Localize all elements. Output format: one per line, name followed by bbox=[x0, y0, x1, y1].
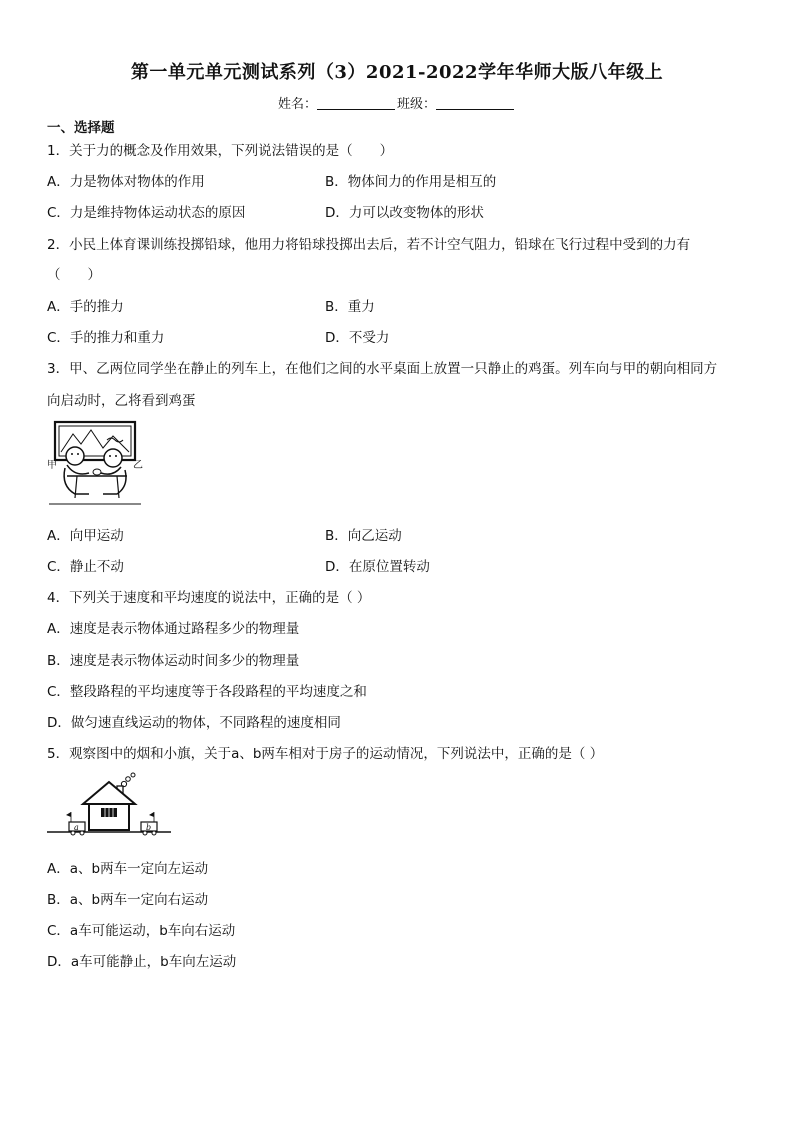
figure-label-b: b bbox=[146, 823, 152, 832]
question-1-stem: 1．关于力的概念及作用效果，下列说法错误的是（ ） bbox=[47, 143, 394, 159]
question-5-option-a[interactable]: A．a、b两车一定向左运动 bbox=[47, 861, 209, 877]
question-3-option-c[interactable]: C．静止不动 bbox=[47, 559, 124, 575]
student-info-line bbox=[0, 93, 794, 112]
question-1-option-d[interactable]: D．力可以改变物体的形状 bbox=[325, 205, 484, 221]
question-1-option-c[interactable]: C．力是维持物体运动状态的原因 bbox=[47, 205, 246, 221]
house-cars-figure bbox=[47, 770, 173, 842]
train-passengers-figure bbox=[47, 418, 143, 510]
figure-label-a: a bbox=[74, 823, 79, 832]
question-5-stem: 5．观察图中的烟和小旗，关于a、b两车相对于房子的运动情况，下列说法中，正确的是（ ） bbox=[47, 746, 604, 762]
question-4-option-d[interactable]: D．做匀速直线运动的物体，不同路程的速度相同 bbox=[47, 715, 341, 731]
question-2-option-a[interactable]: A．手的推力 bbox=[47, 299, 124, 315]
question-4-option-a[interactable]: A．速度是表示物体通过路程多少的物理量 bbox=[47, 621, 300, 637]
question-4-option-b[interactable]: B．速度是表示物体运动时间多少的物理量 bbox=[47, 653, 300, 669]
question-2-stem-cont: （ ） bbox=[47, 267, 101, 283]
figure-label-jia: 甲 bbox=[47, 460, 57, 471]
question-3-option-d[interactable]: D．在原位置转动 bbox=[325, 559, 430, 575]
question-1-option-a[interactable]: A．力是物体对物体的作用 bbox=[47, 174, 205, 190]
question-5-option-b[interactable]: B．a、b两车一定向右运动 bbox=[47, 892, 209, 908]
question-2-option-d[interactable]: D．不受力 bbox=[325, 330, 390, 346]
question-3-stem: 3．甲、乙两位同学坐在静止的列车上，在他们之间的水平桌面上放置一只静止的鸡蛋。列车向与甲的朝向相同方 bbox=[47, 361, 718, 377]
question-3-option-a[interactable]: A．向甲运动 bbox=[47, 528, 124, 544]
section-title: 一、选择题 bbox=[47, 120, 115, 136]
figure-label-yi: 乙 bbox=[133, 460, 143, 471]
question-3-option-b[interactable]: B．向乙运动 bbox=[325, 528, 402, 544]
question-2-option-b[interactable]: B．重力 bbox=[325, 299, 375, 315]
question-5-option-c[interactable]: C．a车可能运动，b车向右运动 bbox=[47, 923, 236, 939]
question-4-stem: 4．下列关于速度和平均速度的说法中，正确的是（ ） bbox=[47, 590, 371, 606]
question-5-option-d[interactable]: D．a车可能静止，b车向左运动 bbox=[47, 954, 237, 970]
question-2-stem: 2．小民上体育课训练投掷铅球，他用力将铅球投掷出去后，若不计空气阻力，铅球在飞行过程中受到的力有 bbox=[47, 237, 691, 253]
question-4-option-c[interactable]: C．整段路程的平均速度等于各段路程的平均速度之和 bbox=[47, 684, 367, 700]
question-1-option-b[interactable]: B．物体间力的作用是相互的 bbox=[325, 174, 497, 190]
class-blank[interactable] bbox=[436, 96, 514, 110]
name-label: 姓名： bbox=[277, 97, 317, 112]
question-3-stem-cont: 向启动时，乙将看到鸡蛋 bbox=[47, 393, 196, 409]
name-blank[interactable] bbox=[317, 96, 395, 110]
exam-title: 第一单元单元测试系列（3）2021-2022学年华师大版八年级上 bbox=[130, 62, 664, 83]
class-label: 班级： bbox=[397, 97, 437, 112]
question-2-option-c[interactable]: C．手的推力和重力 bbox=[47, 330, 165, 346]
